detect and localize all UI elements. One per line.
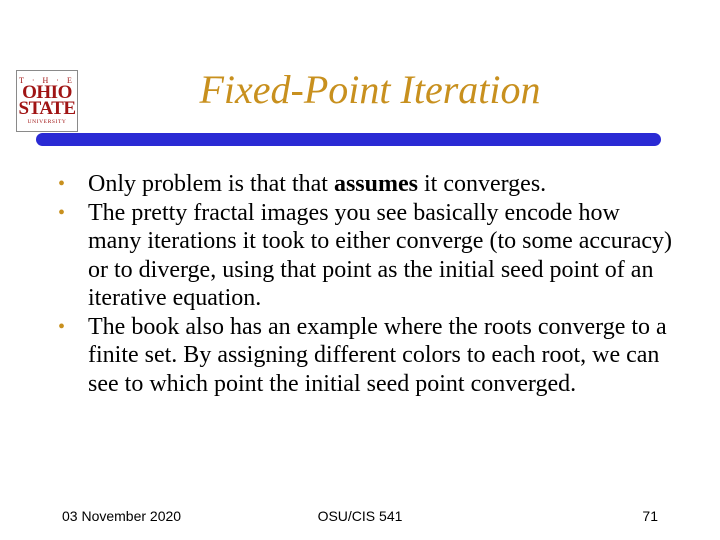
bullet-item-1 <box>58 170 678 199</box>
title-divider-bar <box>36 133 661 146</box>
footer-course: OSU/CIS 541 <box>317 508 403 524</box>
bullet-list <box>58 170 678 398</box>
logo-line-the: T · H · E <box>19 76 75 85</box>
bullet-dot-icon: • <box>58 173 66 195</box>
footer-date: 03 November 2020 <box>62 508 182 524</box>
bullet-1-bold-word: assumes <box>333 171 418 197</box>
logo-line-ohio: OHIO <box>22 82 72 103</box>
bullet-item-3 <box>58 313 678 399</box>
bullet-3-text: The book also has an example where the roots converge to a finite set. By assigning different colors to each root, we can see to which point the initial seed point converged. <box>88 313 667 397</box>
ohio-state-logo <box>16 70 78 132</box>
slide-title: Fixed-Point Iteration <box>199 67 541 112</box>
bullet-1-text-before: Only problem is that that <box>88 171 334 197</box>
logo-line-state: STATE <box>18 98 76 119</box>
bullet-dot-icon: • <box>58 315 66 338</box>
bullet-1-text-after: it converges. <box>417 171 547 197</box>
logo-line-university: UNIVERSITY <box>27 119 67 125</box>
bullet-dot-icon: • <box>58 201 66 224</box>
footer-page-number: 71 <box>642 508 658 524</box>
bullet-item-2 <box>58 199 678 313</box>
bullet-2-text: The pretty fractal images you see basically encode how many iterations it took to either converge (to some accuracy) or to diverge, using that point as the initial seed point of an iterative equation. <box>88 199 673 311</box>
